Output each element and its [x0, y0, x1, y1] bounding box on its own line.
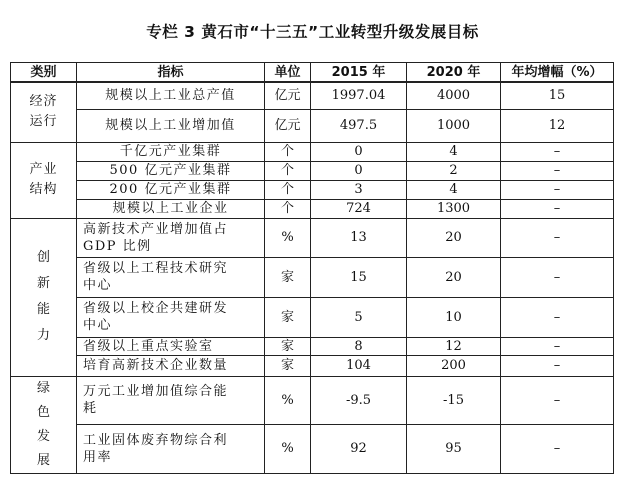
header-row	[11, 63, 614, 83]
unit-cell: %	[265, 218, 311, 257]
table-row	[11, 218, 614, 257]
value-2015-cell: 497.5	[311, 109, 407, 142]
growth-cell: –	[501, 142, 614, 161]
value-2015-cell: 0	[311, 142, 407, 161]
table-row	[11, 297, 614, 337]
growth-cell: –	[501, 425, 614, 474]
category-cell: 经济 运行	[11, 82, 77, 142]
indicator-cell: 培育高新技术企业数量	[77, 355, 265, 376]
indicator-cell: 200 亿元产业集群	[77, 180, 265, 199]
value-2015-cell: 3	[311, 180, 407, 199]
value-2015-cell: 92	[311, 425, 407, 474]
unit-cell: 家	[265, 355, 311, 376]
value-2015-cell: 104	[311, 355, 407, 376]
header-unit: 单位	[265, 63, 311, 83]
table-row	[11, 257, 614, 297]
table-row	[11, 199, 614, 218]
indicator-cell: 规模以上工业企业	[77, 199, 265, 218]
unit-cell: 家	[265, 257, 311, 297]
growth-cell: –	[501, 257, 614, 297]
indicator-cell: 工业固体废弃物综合利 用率	[77, 425, 265, 474]
growth-cell: –	[501, 199, 614, 218]
unit-cell: 亿元	[265, 82, 311, 109]
value-2015-cell: 8	[311, 337, 407, 355]
unit-cell: 个	[265, 199, 311, 218]
category-cell: 创 新 能 力	[11, 218, 77, 376]
indicator-cell: 500 亿元产业集群	[77, 161, 265, 180]
table-row	[11, 337, 614, 355]
value-2015-cell: 15	[311, 257, 407, 297]
value-2020-cell: 4	[407, 142, 501, 161]
value-2020-cell: 1000	[407, 109, 501, 142]
unit-cell: 亿元	[265, 109, 311, 142]
header-category: 类别	[11, 63, 77, 83]
value-2015-cell: 5	[311, 297, 407, 337]
growth-cell: –	[501, 161, 614, 180]
value-2020-cell: 95	[407, 425, 501, 474]
targets-table	[10, 62, 614, 474]
table-row	[11, 425, 614, 474]
value-2015-cell: 0	[311, 161, 407, 180]
value-2020-cell: 20	[407, 257, 501, 297]
table-row	[11, 355, 614, 376]
growth-cell: –	[501, 355, 614, 376]
header-growth: 年均增幅（%）	[501, 63, 614, 83]
category-cell: 绿 色 发 展	[11, 376, 77, 473]
indicator-cell: 规模以上工业总产值	[77, 82, 265, 109]
value-2020-cell: 4	[407, 180, 501, 199]
growth-cell: 15	[501, 82, 614, 109]
table-row	[11, 142, 614, 161]
unit-cell: 个	[265, 180, 311, 199]
growth-cell: –	[501, 337, 614, 355]
value-2015-cell: 13	[311, 218, 407, 257]
unit-cell: %	[265, 376, 311, 425]
table-row	[11, 82, 614, 109]
table-title: 专栏 3 黄石市“十三五”工业转型升级发展目标	[146, 23, 479, 41]
value-2015-cell: 724	[311, 199, 407, 218]
table-row	[11, 376, 614, 425]
growth-cell: –	[501, 297, 614, 337]
unit-cell: 个	[265, 142, 311, 161]
unit-cell: 家	[265, 337, 311, 355]
indicator-cell: 省级以上工程技术研究 中心	[77, 257, 265, 297]
table-row	[11, 109, 614, 142]
value-2020-cell: 4000	[407, 82, 501, 109]
value-2020-cell: 10	[407, 297, 501, 337]
indicator-cell: 规模以上工业增加值	[77, 109, 265, 142]
table-row	[11, 161, 614, 180]
header-2015: 2015 年	[311, 63, 407, 83]
category-cell: 产业 结构	[11, 142, 77, 218]
unit-cell: %	[265, 425, 311, 474]
growth-cell: –	[501, 180, 614, 199]
header-2020: 2020 年	[407, 63, 501, 83]
growth-cell: –	[501, 218, 614, 257]
value-2020-cell: 200	[407, 355, 501, 376]
value-2020-cell: 1300	[407, 199, 501, 218]
unit-cell: 个	[265, 161, 311, 180]
indicator-cell: 万元工业增加值综合能 耗	[77, 376, 265, 425]
indicator-cell: 省级以上重点实验室	[77, 337, 265, 355]
unit-cell: 家	[265, 297, 311, 337]
value-2015-cell: 1997.04	[311, 82, 407, 109]
growth-cell: –	[501, 376, 614, 425]
value-2020-cell: 2	[407, 161, 501, 180]
value-2020-cell: 12	[407, 337, 501, 355]
table-row	[11, 180, 614, 199]
value-2015-cell: -9.5	[311, 376, 407, 425]
value-2020-cell: -15	[407, 376, 501, 425]
indicator-cell: 千亿元产业集群	[77, 142, 265, 161]
indicator-cell: 省级以上校企共建研发 中心	[77, 297, 265, 337]
header-indicator: 指标	[77, 63, 265, 83]
indicator-cell: 高新技术产业增加值占 GDP 比例	[77, 218, 265, 257]
value-2020-cell: 20	[407, 218, 501, 257]
growth-cell: 12	[501, 109, 614, 142]
